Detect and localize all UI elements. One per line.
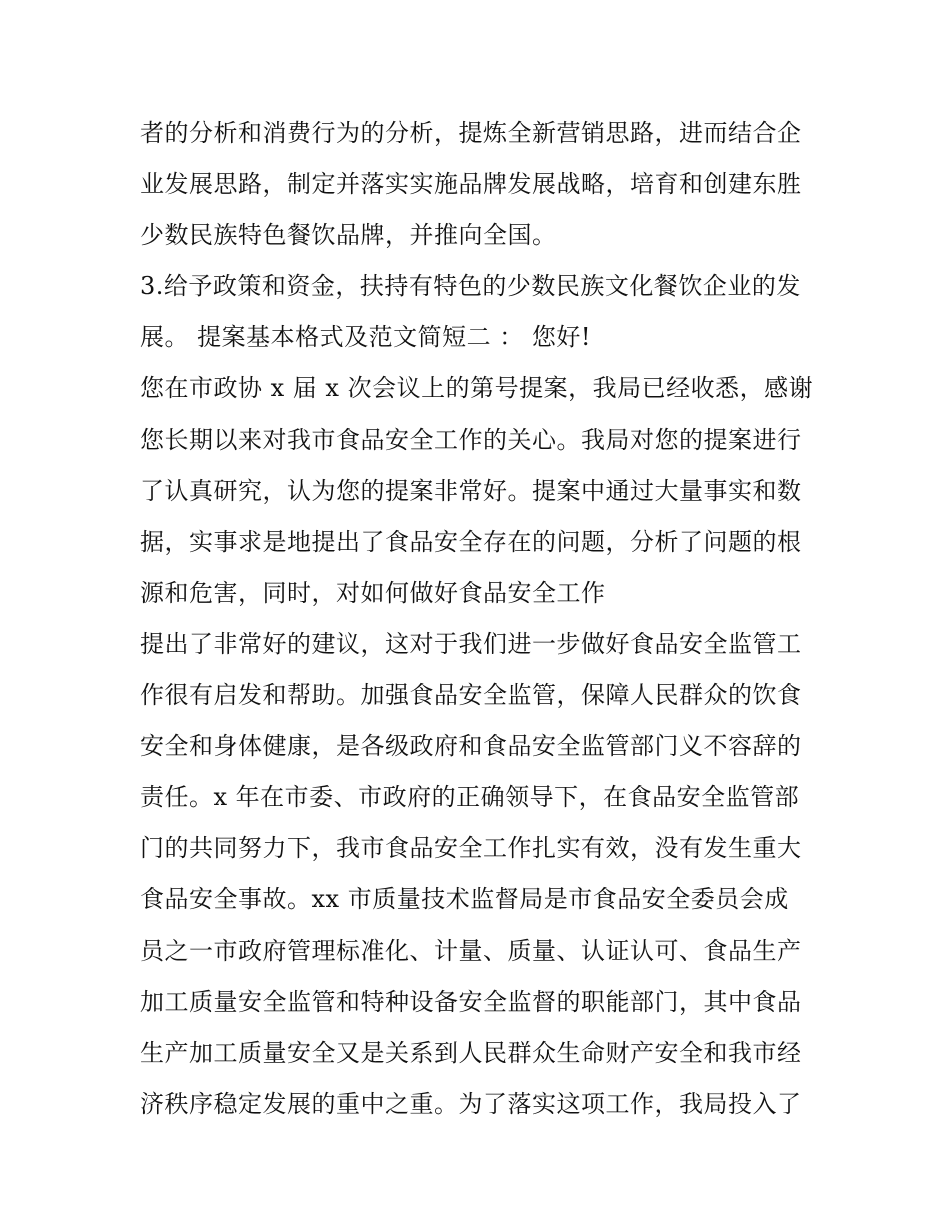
text-line: 责任。x 年在市委、市政府的正确领导下，在食品安全监管部 (140, 783, 800, 812)
text-line: 食品安全事故。xx 市质量技术监督局是市食品安全委员会成 (140, 885, 789, 914)
text-line: 展。 提案基本格式及范文简短二 ： 您好! (140, 323, 592, 352)
text-line: 生产加工质量安全又是关系到人民群众生命财产安全和我市经 (140, 1038, 802, 1067)
text-line: 了认真研究，认为您的提案非常好。提案中通过大量事实和数 (140, 476, 802, 505)
text-line: 源和危害，同时，对如何做好食品安全工作 (140, 578, 606, 607)
text-line: 3.给予政策和资金，扶持有特色的少数民族文化餐饮企业的发 (140, 272, 801, 301)
text-line: 少数民族特色餐饮品牌，并推向全国。 (140, 221, 557, 250)
text-line: 员之一市政府管理标准化、计量、质量、认证认可、食品生产 (140, 936, 802, 965)
text-line: 济秩序稳定发展的重中之重。为了落实这项工作，我局投入了 (140, 1089, 802, 1118)
text-line: 据，实事求是地提出了食品安全存在的问题，分析了问题的根 (140, 527, 802, 556)
text-line: 业发展思路，制定并落实实施品牌发展战略，培育和创建东胜 (140, 170, 802, 199)
text-line: 加工质量安全监管和特种设备安全监督的职能部门，其中食品 (140, 987, 802, 1016)
text-line: 者的分析和消费行为的分析，提炼全新营销思路，进而结合企 (140, 119, 802, 147)
text-line: 安全和身体健康，是各级政府和食品安全监管部门义不容辞的 (140, 732, 802, 761)
text-line: 门的共同努力下，我市食品安全工作扎实有效，没有发生重大 (140, 834, 802, 863)
body-text (140, 108, 820, 1130)
text-line: 作很有启发和帮助。加强食品安全监管，保障人民群众的饮食 (140, 681, 802, 710)
text-line: 您在市政协 x 届 x 次会议上的第号提案，我局已经收悉，感谢 (140, 374, 814, 403)
text-line: 您长期以来对我市食品安全工作的关心。我局对您的提案进行 (140, 425, 802, 454)
text-line: 提出了非常好的建议，这对于我们进一步做好食品安全监管工 (140, 629, 802, 658)
